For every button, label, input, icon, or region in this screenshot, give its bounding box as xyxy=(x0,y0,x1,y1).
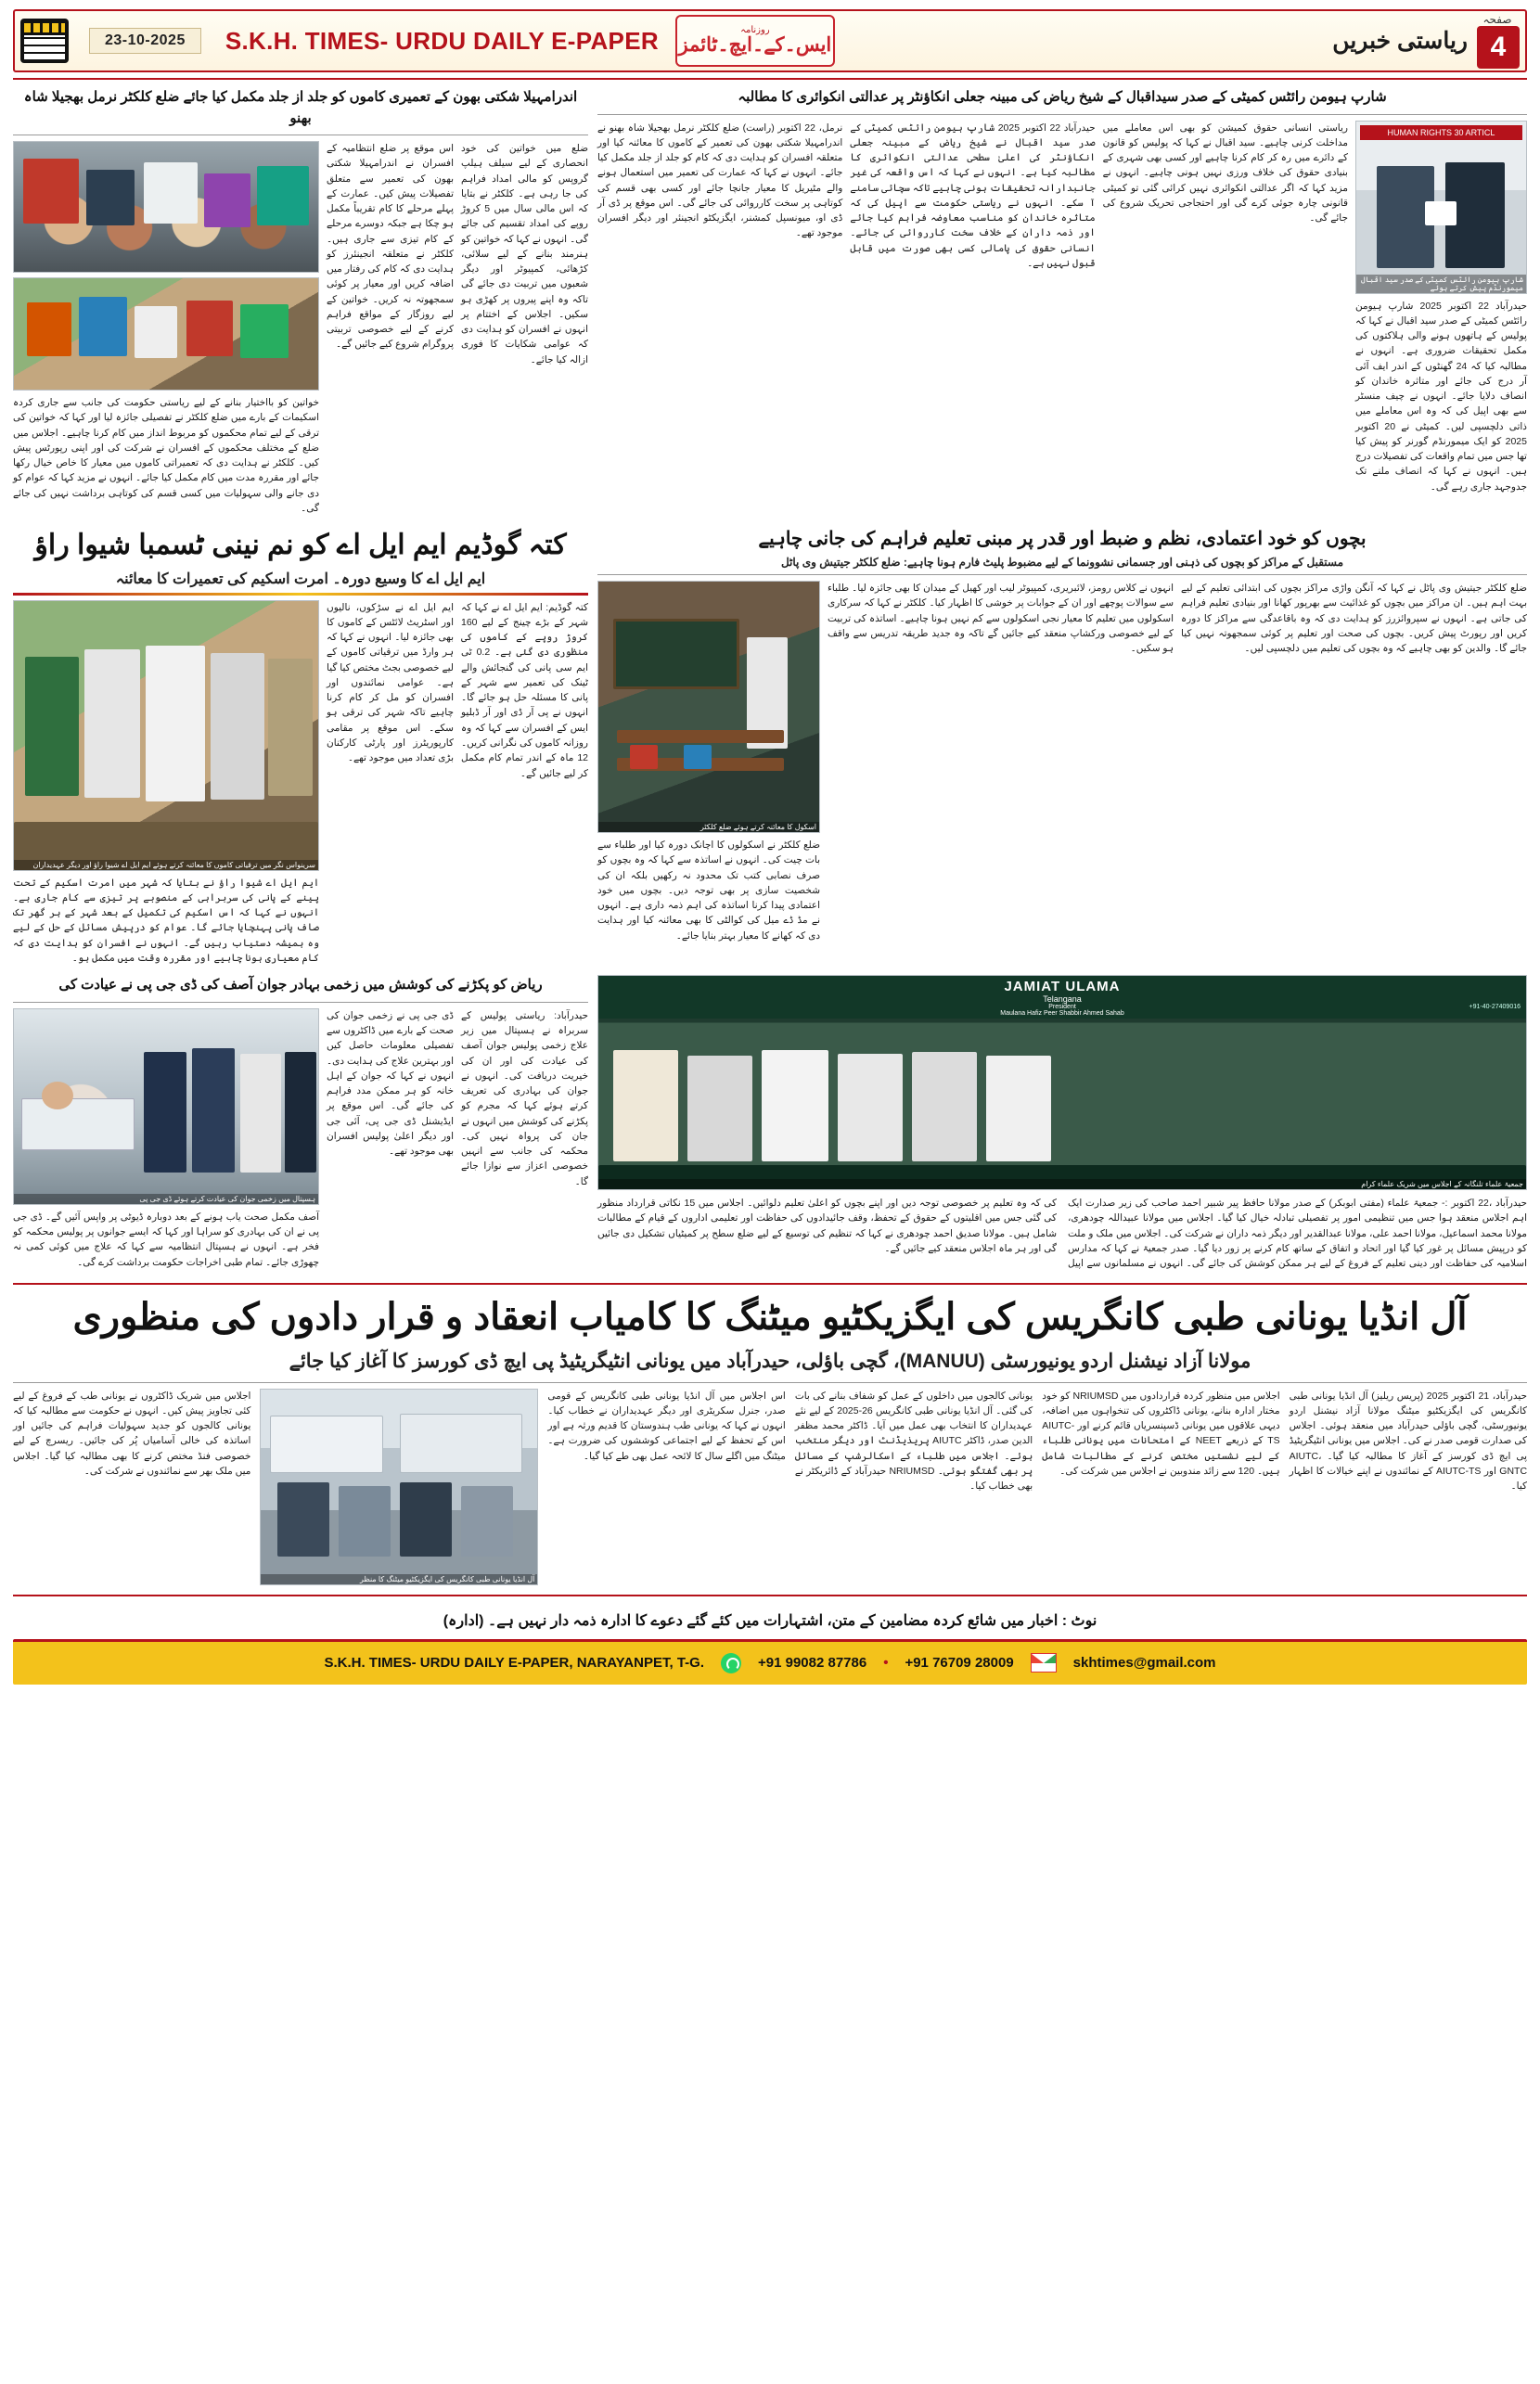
photo-banner-text: HUMAN RIGHTS 30 ARTICL xyxy=(1360,125,1522,140)
story4-photo xyxy=(597,581,820,833)
divider xyxy=(13,1283,1527,1285)
logo-top-text: روزنامہ xyxy=(740,24,770,35)
ornament-divider xyxy=(13,593,588,596)
story3-photo xyxy=(13,600,319,871)
story-unani-congress xyxy=(13,1283,1527,1585)
story4-col-2: انہوں نے کلاس رومز، لائبریری، کمپیوٹر لیب اور کھیل کے میدان کا بھی جائزہ لیا۔ طلباء سے سوالات پوچھے اور ان کے جوابات پر خوشی کا اظہار کیا۔ کلکٹر نے کہا کہ سرکاری اسکولوں میں تعلیم کا معیار نجی اسکولوں سے کم نہیں ہونا چاہیے۔ اساتذہ کی تربیت کے لیے خصوصی ورکشاپ منعقد کیے جائیں گے تاکہ وہ جدید طریقہ تدریس سے واقف ہو سکیں۔ xyxy=(828,583,1174,655)
story1-col-right: ضلع میں خواتین کی خود انحصاری کے لیے سیلف ہیلپ گروپس کو مالی امداد فراہم کی جا رہی ہے۔ کلکٹر نے بتایا کہ اس مالی سال میں 5 کروڑ روپے کی امداد تقسیم کی جائے گی۔ انہوں نے کہا کہ خواتین کو ہنرمند بنانے کے لیے سلائی، کڑھائی، کمپیوٹر اور دیگر شعبوں میں تربیت دی جائے گی تاکہ وہ اپنے پیروں پر کھڑی ہو سکیں۔ اجلاس کے اختتام پر انہوں نے افسران کو ہدایت دی کہ عوامی شکایات کا فوری ازالہ کیا جائے۔ xyxy=(461,143,588,365)
story3-col-mid: ایم ایل اے نے سڑکوں، نالیوں اور اسٹریٹ لائٹس کے کاموں کا بھی جائزہ لیا۔ انہوں نے کہا کہ ہر وارڈ میں ترقیاتی کاموں کے لیے خصوصی بجٹ مختص کیا گیا ہے۔ عوامی نمائندوں اور افسران کو مل کر کام کرنا چاہیے تاکہ شہر کی ترقی ہو سکے۔ اس موقع پر مقامی کارپوریٹرز اور پارٹی کارکنان بڑی تعداد میں موجود تھے۔ xyxy=(327,601,454,764)
story1-col-left: خواتین کو بااختیار بنانے کے لیے ریاستی حکومت کی جانب سے جاری کردہ اسکیمات کے بارے میں ضلع کلکٹر نے تفصیلی جائزہ لیا اور کہا کہ خواتین کی ترقی کے لیے تمام محکموں کو مربوط انداز میں کام کرنا چاہیے۔ اجلاس میں ضلع کے مختلف محکموں کے افسران نے شرکت کی اور اپنی رپورٹس پیش کیں۔ کلکٹر نے ہدایت دی کہ تعمیراتی کاموں میں معیار کا خاص خیال رکھا جائے اور مقررہ مدت میں کام مکمل کیا جائے۔ انہوں نے مزید کہا کہ عوام کو دی جانے والی سہولیات میں کسی قسم کی کوتاہی برداشت نہیں کی جائے گی۔ xyxy=(13,397,319,514)
story2-col-c: ریاستی انسانی حقوق کمیشن کو بھی اس معاملے میں مداخلت کرنی چاہیے۔ سید اقبال نے کہا کہ پولیس کو قانون کے دائرے میں رہ کر کام کرنا چاہیے اور کسی بھی شہری کے بنیادی حقوق کی خلاف ورزی نہیں ہونی چاہیے۔ انہوں نے مزید کہا کہ اگر عدالتی انکوائری نہیں کرائی گئی تو کمیٹی قانونی چارہ جوئی کرے گی اور احتجاجی تحریک شروع کی جائے گی۔ xyxy=(1102,122,1348,224)
story2-photo xyxy=(1355,121,1527,294)
story4-photo-caption: اسکول کا معائنہ کرتے ہوئے ضلع کلکٹر xyxy=(598,822,819,832)
story7-col-1: اجلاس میں شریک ڈاکٹروں نے یونانی طب کے فروغ کے لیے کئی تجاویز پیش کیں۔ انہوں نے حکومت سے مطالبہ کیا کہ یونانی کالجوں کو جدید سہولیات فراہم کی جائیں اور اساتذہ کی خالی آسامیاں پُر کی جائیں۔ ریسرچ کے لیے خصوصی فنڈ مختص کرنے کا بھی مطالبہ کیا گیا۔ اجلاس میں ملک بھر سے نمائندوں نے شرکت کی۔ xyxy=(13,1390,251,1477)
banner-line3: President xyxy=(1048,1004,1076,1011)
story1-photo-top xyxy=(13,141,319,273)
page-number: 4 xyxy=(1477,26,1520,69)
divider xyxy=(13,1382,1527,1383)
story-dgp-visit xyxy=(13,975,588,1271)
story2-side-col: حیدرآباد 22 اکتوبر 2025 شارپ ہیومن رائٹس کمیٹی کے صدر سید اقبال نے کہا کہ پولیس کے ہاتھوں ہونے والی ہلاکتوں کی مکمل تحقیقات ضروری ہے۔ انہوں نے مطالبہ کیا کہ 24 گھنٹوں کے اندر ایف آئی آر درج کی جائے اور متاثرہ خاندان کو انصاف دلایا جائے۔ انہوں نے چیف منسٹر سے بھی اپیل کی کہ وہ اس معاملے میں ذاتی دلچسپی لیں۔ کمیٹی نے 20 اکتوبر 2025 کو ایک میمورنڈم گورنر کو پیش کیا تھا جس میں تمام واقعات کی تفصیلات درج ہیں۔ انہوں نے کہا کہ انصاف ملنے تک جدوجہد جاری رہے گی۔ xyxy=(1354,300,1527,493)
section-title: ریاستی خبریں xyxy=(1332,28,1468,54)
story-human-rights xyxy=(597,87,1527,516)
banner-phone: +91-40-27409016 xyxy=(1469,1004,1521,1011)
banner-line4: Maulana Hafiz Peer Shabbir Ahmed Sahab xyxy=(1000,1010,1124,1018)
paper-title: S.K.H. TIMES- URDU DAILY E-PAPER xyxy=(225,26,659,55)
band-3 xyxy=(13,975,1527,1271)
story4-subhead: مستقبل کے مراکز کو بچوں کی ذہنی اور جسمانی نشوونما کے لیے مضبوط پلیٹ فارم ہونا چاہیے: ضلع کلکٹر جیتیش وی پاٹل xyxy=(780,556,1344,570)
newspaper-page xyxy=(0,9,1540,2384)
story7-photo-caption: آل انڈیا یونانی طبی کانگریس کی ایگزیکٹیو میٹنگ کا منظر xyxy=(261,1574,537,1584)
footer-phone-1[interactable]: +91 99082 87786 xyxy=(757,1655,867,1672)
divider xyxy=(13,1002,588,1003)
footer-bar xyxy=(13,1639,1527,1685)
story3-col-right: کتہ گوڈیم: ایم ایل اے نے کہا کہ شہر کے بڑے چینج کے لیے 160 کروڑ روپے کے کاموں کی منظوری دی گئی ہے۔ 0.2 ٹی ایم سی پانی کی گنجائش والے ٹینک کی تعمیر سے شہر کے پانی کا مسئلہ حل ہو جائے گا۔ انہوں نے پی آر ڈی اور آر ڈبلیو ایس کے افسران سے کہا کہ وہ روزانہ کاموں کی نگرانی کریں۔ 12 ماہ کے اندر تمام کام مکمل کر لیے جائیں گے۔ xyxy=(461,601,588,779)
story5-photo-caption: ہسپتال میں زخمی جوان کی عیادت کرتے ہوئے ڈی جی پی xyxy=(14,1194,318,1204)
story2-col-b: حیدرآباد 22 اکتوبر 2025 شارپ ہیومن رائٹس کمیٹی کے صدر سید اقبال نے شیخ ریاض کے مبینہ جعلی انکاؤنٹر کی اعلیٰ سطحی عدالتی انکوائری کا مطالبہ کیا ہے۔ انہوں نے کہا کہ اس واقعہ کی غیر جانبدارانہ تحقیقات ہونی چاہیے تاکہ سچائی سامنے آ سکے۔ انہوں نے ریاستی حکومت سے اپیل کی کہ متاثرہ خاندان کو مناسب معاوضہ فراہم کیا جائے اور ذمہ داران کے خلاف سخت کارروائی کی جائے۔ انسانی حقوق کی پامالی کسی بھی صورت میں قابل قبول نہیں ہے۔ xyxy=(850,122,1096,269)
story6-photo-caption: جمعیۃ علماء تلنگانہ کے اجلاس میں شریک علماء کرام xyxy=(598,1179,1526,1189)
top-band xyxy=(13,87,1527,516)
story2-headline: شارپ ہیومن رائٹس کمیٹی کے صدر سیداقبال کے شیخ ریاض کی مبینہ جعلی انکاؤنٹر پر عدالتی انکوائری کا مطالبہ xyxy=(738,89,1387,105)
page-label: صفحہ xyxy=(1482,13,1512,26)
story7-col-4: اجلاس میں منظور کردہ قراردادوں میں NRIUMSD کو خود مختار ادارہ بنانے، یونانی ڈاکٹروں کی تنخواہوں میں اضافہ، دیہی علاقوں میں یونانی ڈسپنسریاں قائم کرنے اور AIUTC-TS کے ذریعے NEET کے امتحانات میں یونانی طلباء کے لیے نشستیں مختص کرنے کے مطالبات شامل ہیں۔ 120 سے زائد مندوبین نے اجلاس میں شرکت کی۔ xyxy=(1042,1390,1280,1477)
story1-photo-bottom xyxy=(13,277,319,391)
story-jamiat-ulama xyxy=(597,975,1527,1271)
story4-headline: بچوں کو خود اعتمادی، نظم و ضبط اور قدر پر مبنی تعلیم فراہم کی جانی چاہیے xyxy=(758,529,1367,550)
masthead xyxy=(13,9,1527,72)
story1-headline: اندرامہیلا شکتی بھون کے تعمیری کاموں کو جلد از جلد مکمل کیا جائے ضلع کلکٹر نرمل بھجیلا شاہ بھنو xyxy=(23,89,578,126)
paper-logo xyxy=(675,15,835,67)
story5-col-mid: ڈی جی پی نے زخمی جوان کی صحت کے بارے میں ڈاکٹروں سے تفصیلی معلومات حاصل کیں اور بہترین علاج کی ہدایت دی۔ انہوں نے کہا کہ جوان کے اہل خانہ کو ہر ممکن مدد فراہم کی جائے گی۔ اس موقع پر ایڈیشنل ڈی جی پی، آئی جی اور دیگر اعلیٰ پولیس افسران بھی موجود تھے۔ xyxy=(327,1009,454,1158)
story3-subhead: ایم ایل اے کا وسیع دورہ۔ امرت اسکیم کی تعمیرات کا معائنہ xyxy=(115,570,486,587)
story7-col-3: یونانی کالجوں میں داخلوں کے عمل کو شفاف بنانے کی بات کی گئی۔ آل انڈیا یونانی طبی کانگریس 26-2025 کے لیے نئے عہدیداران کا انتخاب بھی عمل میں آیا۔ ڈاکٹر محمد مظفر الدین صدر، ڈاکٹر AIUTC پریذیڈنٹ اور دیگر منتخب ہوئے۔ اجلاس میں طلباء کے اسکالرشپ کے مسائل پر بھی گفتگو ہوئی۔ NRIUMSD حیدرآباد کے ڈائریکٹر نے بھی خطاب کیا۔ xyxy=(794,1390,1033,1493)
masthead-divider xyxy=(13,78,1527,80)
footer-title: S.K.H. TIMES- URDU DAILY E-PAPER, NARAYANPET, T-G. xyxy=(324,1655,704,1672)
story1-col-mid: اس موقع پر ضلع انتظامیہ کے افسران نے اندرامہیلا شکتی بھون کی تعمیر سے متعلق تفصیلات پیش کیں۔ عمارت کے پہلے مرحلے کا کام تقریباً مکمل ہو چکا ہے جبکہ دوسرے مرحلے کے کام تیزی سے جاری ہیں۔ کلکٹر نے متعلقہ انجینئرز کو ہدایت دی کہ کام کی رفتار میں اضافہ کریں اور معیار پر کوئی سمجھوتہ نہ کریں۔ خواتین کے لیے روزگار کے مواقع فراہم کرنے کے لیے خصوصی تربیتی پروگرام شروع کیے جائیں گے۔ xyxy=(327,143,454,351)
story2-photo-caption: شارپ ہیومن رائٹس کمیٹی کے صدر سید اقبال میمورنڈم پیش کرتے ہوئے xyxy=(1356,275,1526,293)
banner-sub: Telangana xyxy=(1043,994,1082,1005)
story-mla-visit xyxy=(13,525,588,966)
story3-col-left: ایم ایل اے شیوا راؤ نے بتایا کہ شہر میں امرت اسکیم کے تحت پینے کے پانی کی سربراہی کے منصوبے پر تیزی سے کام جاری ہے۔ انہوں نے کہا کہ اس اسکیم کی تکمیل کے بعد شہر کے ہر گھر تک صاف پانی پہنچایا جائے گا۔ عوام کو درپیش مسائل کے حل کے لیے وہ ہمیشہ دستیاب رہیں گے۔ انہوں نے افسران کو ہدایت دی کہ کام معیاری ہونا چاہیے اور مقررہ وقت میں مکمل ہو۔ xyxy=(13,877,319,964)
story2-col-a: نرمل، 22 اکتوبر (راست) ضلع کلکٹر نرمل بھجیلا شاہ بھنو نے اندرامہیلا شکتی بھون کی تعمیر کے کاموں کا معائنہ کیا اور متعلقہ افسران کو ہدایت دی کہ کام کو جلد از جلد مکمل کیا جائے۔ انہوں نے کہا کہ عمارت کی تعمیر میں استعمال ہونے والے مٹیریل کا معیار جانچا جائے اور کسی بھی قسم کی کوتاہی پر سخت کارروائی کی جائے گی۔ اس موقع پر ڈی آر ڈی او، میونسپل کمشنر، ایگزیکٹو انجینئر اور دیگر افسران موجود تھے۔ xyxy=(597,122,843,239)
story7-photo xyxy=(260,1389,538,1585)
banner-title: JAMIAT ULAMA xyxy=(1004,979,1121,995)
footer-phone-2[interactable]: +91 76709 28009 xyxy=(905,1655,1014,1672)
logo-main-text: ایس۔کے۔ایچ۔ٹائمز xyxy=(678,34,832,57)
publication-date: 23-10-2025 xyxy=(89,28,201,54)
story6-text: حیدرآباد ،22 اکتوبر :- جمعیۃ علماء (مفتی ابوبکر) کے صدر مولانا حافظ پیر شبیر احمد صاحب کی زیر صدارت ایک اہم اجلاس منعقد ہوا جس میں تنظیمی امور پر تفصیلی تبادلہ خیال کیا گیا۔ اجلاس میں مولانا عبیداللہ چودھری، مولانا محمد اسماعیل، مولانا احمد علی، مولانا عبدالقدیر اور دیگر ذمہ داران نے شرکت کی۔ اجلاس میں ملک و ملت کو درپیش مسائل پر غور کیا گیا اور اتحاد و اتفاق کے ساتھ کام کرنے پر زور دیا گیا۔ صدر جمعیۃ نے کہا کہ مدارس اسلامیہ کی حفاظت اور دینی تعلیم کے فروغ کے لیے ہر ممکن کوشش کی جائے گی۔ انہوں نے مسلمانوں سے اپیل کی کہ وہ تعلیم پر خصوصی توجہ دیں اور اپنے بچوں کو اعلیٰ تعلیم دلوائیں۔ اجلاس میں 15 نکاتی قرارداد منظور کی گئی جس میں اقلیتوں کے حقوق کے تحفظ، وقف جائیدادوں کی حفاظت اور تعلیمی اداروں کے قیام کے مطالبات شامل ہیں۔ مولانا صدیق احمد چودھری نے کہا کہ تنظیم کی توسیع کے لیے ضلع سطح پر کمیٹیاں تشکیل دی جائیں گی اور ہر ماہ اجلاس منعقد کیے جائیں گے۔ xyxy=(597,1198,1527,1270)
band-2 xyxy=(13,525,1527,966)
whatsapp-icon[interactable] xyxy=(721,1653,741,1673)
story5-headline: ریاض کو پکڑنے کی کوشش میں زخمی بہادر جوان آصف کی ڈی جی پی نے عیادت کی xyxy=(58,977,543,993)
footer-divider xyxy=(13,1595,1527,1596)
divider xyxy=(597,574,1527,575)
masthead-right xyxy=(1332,13,1525,69)
story6-photo xyxy=(597,975,1527,1190)
story7-col-5: حیدرآباد، 21 اکتوبر 2025 (پریس ریلیز) آل انڈیا یونانی طبی کانگریس کی ایگزیکٹیو میٹنگ مولانا آزاد نیشنل اردو یونیورسٹی، گچی باؤلی حیدرآباد میں منعقد ہوئی۔ اجلاس کی صدارت قومی صدر نے کی۔ اجلاس میں یونانی انٹیگریٹیڈ پی ایچ ڈی کورسز کے آغاز کا مطالبہ کیا گیا۔ AIUTC، GNTC اور AIUTC-TS کے نمائندوں نے اپنے خیالات کا اظہار کیا۔ xyxy=(1289,1390,1528,1493)
disclaimer-note: نوٹ : اخبار میں شائع کردہ مضامین کے متن، اشتہارات میں کئے گئے دعوے کا ادارہ ذمہ دار نہیں ہے۔ (ادارہ) xyxy=(443,1612,1097,1629)
story4-col-3: ضلع کلکٹر جیتیش وی پاٹل نے کہا کہ آنگن واڑی مراکز بچوں کی ابتدائی تعلیم کے لیے بہت اہم ہیں۔ ان مراکز میں بچوں کو غذائیت سے بھرپور کھانا اور بنیادی تعلیم فراہم کی جاتی ہے۔ انہوں نے سپروائزرز کو ہدایت دی کہ وہ باقاعدگی سے مراکز کا دورہ کریں اور رپورٹ پیش کریں۔ بچوں کی صحت اور تعلیم پر کوئی سمجھوتہ نہیں کیا جائے گا۔ والدین کو بھی چاہیے کہ وہ بچوں کی تعلیم میں دلچسپی لیں۔ xyxy=(1181,583,1527,655)
story3-headline: کتہ گوڈیم ایم ایل اے کو نم نینی ٹسمبا شیوا راؤ xyxy=(34,530,567,561)
footer-email[interactable]: skhtimes@gmail.com xyxy=(1072,1655,1216,1672)
story3-photo-caption: سرینواس نگر میں ترقیاتی کاموں کا معائنہ کرتے ہوئے ایم ایل اے شیوا راؤ اور دیگر عہدیداران xyxy=(14,860,318,870)
story7-subhead: مولانا آزاد نیشنل اردو یونیورسٹی (MANUU)، گچی باؤلی، حیدرآباد میں یونانی انٹیگریٹیڈ پی ایچ ڈی کورسز کا آغاز کیا جائے xyxy=(289,1350,1251,1372)
story5-col-right: حیدرآباد: ریاستی پولیس کے سربراہ نے ہسپتال میں زیر علاج زخمی پولیس جوان آصف کی عیادت کی اور ان کی خیریت دریافت کی۔ انہوں نے جوان کی بہادری کی تعریف کرتے ہوئے کہا کہ مجرم کو پکڑنے کی کوشش میں انہوں نے جان کی پرواہ نہیں کی۔ محکمہ کی جانب سے انہیں خصوصی اعزاز سے نوازا جائے گا۔ xyxy=(461,1009,588,1187)
gmail-icon[interactable] xyxy=(1031,1653,1057,1673)
story-child-education xyxy=(597,525,1527,966)
story-indira-bhavan xyxy=(13,87,588,516)
divider xyxy=(597,114,1527,115)
story7-col-2: اس اجلاس میں آل انڈیا یونانی طبی کانگریس کے قومی صدر، جنرل سکریٹری اور دیگر عہدیداران نے خطاب کیا۔ انہوں نے کہا کہ یونانی طب ہندوستان کا قدیم ورثہ ہے اور اس کے تحفظ کے لیے اجتماعی کوششوں کی ضرورت ہے۔ میٹنگ میں اگلے سال کا لائحہ عمل بھی طے کیا گیا۔ xyxy=(547,1390,786,1462)
story4-col-1: ضلع کلکٹر نے اسکولوں کا اچانک دورہ کیا اور طلباء سے بات چیت کی۔ انہوں نے اساتذہ سے کہا کہ وہ بچوں کو صرف نصابی کتب تک محدود نہ رکھیں بلکہ ان کی شخصیت سازی پر بھی توجہ دیں۔ بچوں میں خود اعتمادی پیدا کرنا اساتذہ کی اہم ذمہ داری ہے۔ انہوں نے مڈ ڈے میل کی کوالٹی کا بھی معائنہ کیا اور ہدایت دی کہ کھانے کا معیار بہتر بنایا جائے۔ xyxy=(597,840,820,942)
calendar-icon xyxy=(20,19,69,63)
story5-photo xyxy=(13,1008,319,1205)
story5-col-left: آصف مکمل صحت یاب ہونے کے بعد دوبارہ ڈیوٹی پر واپس آئیں گے۔ ڈی جی پی نے ان کی بہادری کو سراہا اور کہا کہ ایسے جوانوں پر پولیس محکمہ کو فخر ہے۔ انہوں نے ہسپتال انتظامیہ سے کہا کہ علاج میں کوئی کمی نہ چھوڑی جائے۔ تمام طبی اخراجات حکومت برداشت کرے گی۔ xyxy=(13,1211,319,1268)
footer-separator: • xyxy=(883,1655,889,1672)
story7-headline: آل انڈیا یونانی طبی کانگریس کی ایگزیکٹیو میٹنگ کا کامیاب انعقاد و قرار دادوں کی منظوری xyxy=(72,1296,1468,1338)
